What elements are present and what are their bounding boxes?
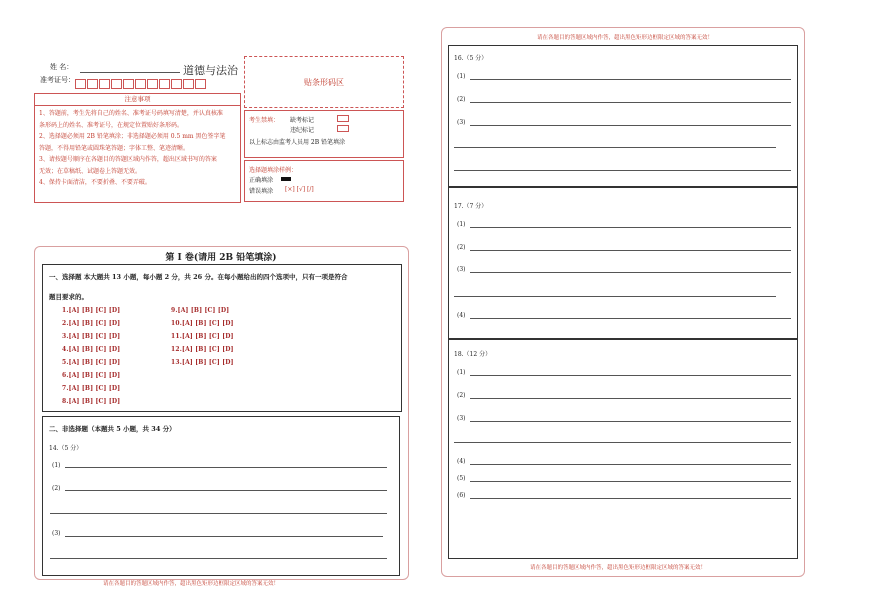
notice-item: 无效；在草稿纸、试题卷上答题无效。 <box>39 167 142 175</box>
absent-checkbox[interactable] <box>337 115 349 122</box>
q17-part3-line[interactable] <box>470 272 791 273</box>
q16-part3-line[interactable] <box>470 125 791 126</box>
barcode-label: 贴条形码区 <box>304 77 344 87</box>
exam-id-digit-box[interactable] <box>195 79 206 89</box>
exam-id-digit-box[interactable] <box>111 79 122 89</box>
subject-title: 道德与法治 <box>183 64 238 77</box>
q18-part2-line[interactable] <box>470 398 791 399</box>
wrong-fill-label: 错误填涂 <box>249 188 274 195</box>
exam-id-digit-box[interactable] <box>99 79 110 89</box>
q16-part1-label: (1) <box>457 73 466 80</box>
q16-part1-line[interactable] <box>470 79 791 80</box>
notice-item: 4、保持卡面清洁，不要折叠、不要弄破。 <box>39 179 151 186</box>
notice-item: 2、选择题必须用 2B 铅笔填涂；非选择题必须用 0.5 mm 黑色签字笔 <box>39 133 226 140</box>
exam-id-digit-box[interactable] <box>147 79 158 89</box>
correct-fill-mark <box>281 177 291 181</box>
q14-part2-label: (2) <box>52 485 61 492</box>
mc-question-4[interactable]: 4.[A] [B] [C] [D] <box>62 346 121 353</box>
name-label: 姓 名： <box>50 63 74 71</box>
nonmc-title: 二、非选择题（本题共 5 小题，共 34 分） <box>49 425 176 433</box>
left-footer-warning: 请在各题目的答题区域内作答，超出黑色矩形边框限定区域的答案无效！ <box>103 581 280 587</box>
q18-extra-line[interactable] <box>454 442 791 443</box>
q18-part5-label: (5) <box>457 475 466 482</box>
q17-part4-line[interactable] <box>470 318 791 319</box>
exam-id-digit-box[interactable] <box>159 79 170 89</box>
mc-question-1[interactable]: 1.[A] [B] [C] [D] <box>62 307 121 314</box>
notice-item: 条形码上的姓名、准考证号，在规定位置贴好条形码。 <box>39 121 184 129</box>
q18-part1-label: (1) <box>457 369 466 376</box>
q18-part1-line[interactable] <box>470 375 791 376</box>
q16-part2-label: (2) <box>457 96 466 103</box>
q14-part2-line[interactable] <box>65 490 387 491</box>
q17-title: 17.（7 分） <box>454 203 488 210</box>
mc-question-10[interactable]: 10.[A] [B] [C] [D] <box>171 320 234 327</box>
violation-checkbox[interactable] <box>337 125 349 132</box>
q17-part2-label: (2) <box>457 244 466 251</box>
q18-part6-line[interactable] <box>470 498 791 499</box>
notice-box <box>34 93 241 203</box>
q14-part3-line[interactable] <box>65 536 383 537</box>
q17-box <box>448 186 798 340</box>
sample-fill-box <box>244 160 404 202</box>
correct-fill-label: 正确填涂 <box>249 177 274 184</box>
mc-question-7[interactable]: 7.[A] [B] [C] [D] <box>62 385 121 392</box>
q18-part2-label: (2) <box>457 392 466 399</box>
wrong-fill-marks: [×] [√] [/] <box>285 186 314 193</box>
status-label: 考生禁填： <box>249 117 280 124</box>
mc-question-2[interactable]: 2.[A] [B] [C] [D] <box>62 320 121 327</box>
q14-part3-line-extra[interactable] <box>50 558 387 559</box>
q16-extra-line-1[interactable] <box>454 147 776 148</box>
notice-item: 答题，不得用铅笔或圆珠笔答题；字体工整、笔迹清晰。 <box>39 144 190 152</box>
q14-part1-line[interactable] <box>65 467 387 468</box>
q18-part6-label: (6) <box>457 492 466 499</box>
mc-question-9[interactable]: 9.[A] [B] [C] [D] <box>171 307 230 314</box>
q18-part3-label: (3) <box>457 415 466 422</box>
sample-title: 选择题填涂样例： <box>249 167 298 174</box>
exam-id-digit-box[interactable] <box>123 79 134 89</box>
right-bottom-warning: 请在各题目的答题区域内作答，超出黑色矩形边框限定区域的答案无效！ <box>530 565 707 571</box>
q16-extra-line-2[interactable] <box>454 170 791 171</box>
status-note: 以上标志由监考人员用 2B 铅笔填涂 <box>249 139 346 146</box>
mc-question-5[interactable]: 5.[A] [B] [C] [D] <box>62 359 121 366</box>
notice-item: 3、请按题号顺序在各题目的答题区域内作答，超出区域书写的答案 <box>39 156 217 163</box>
violation-label: 违纪标记 <box>290 127 315 134</box>
mc-question-6[interactable]: 6.[A] [B] [C] [D] <box>62 372 121 379</box>
exam-id-digit-box[interactable] <box>171 79 182 89</box>
mc-question-11[interactable]: 11.[A] [B] [C] [D] <box>171 333 234 340</box>
q17-part1-line[interactable] <box>470 227 791 228</box>
mc-question-3[interactable]: 3.[A] [B] [C] [D] <box>62 333 121 340</box>
notice-item: 1、答题前，考生先将自己的姓名、准考证号码填写清楚，并认真核准 <box>39 110 223 117</box>
q18-part5-line[interactable] <box>470 481 791 482</box>
q14-part2-line-extra[interactable] <box>50 513 387 514</box>
right-top-warning: 请在各题目的答题区域内作答，超出黑色矩形边框限定区域的答案无效！ <box>537 35 714 41</box>
q14-part1-label: (1) <box>52 462 61 469</box>
mc-question-8[interactable]: 8.[A] [B] [C] [D] <box>62 398 121 405</box>
exam-id-digit-box[interactable] <box>87 79 98 89</box>
q17-part2-line[interactable] <box>470 250 791 251</box>
q17-part1-label: (1) <box>457 221 466 228</box>
q18-title: 18.（12 分） <box>454 351 492 358</box>
mc-question-13[interactable]: 13.[A] [B] [C] [D] <box>171 359 234 366</box>
q14-part3-label: (3) <box>52 530 61 537</box>
exam-id-digit-box[interactable] <box>75 79 86 89</box>
nonmc-section <box>42 416 400 576</box>
q16-box <box>448 45 798 188</box>
status-box <box>244 110 404 158</box>
q18-part4-line[interactable] <box>470 464 791 465</box>
exam-id-digit-box[interactable] <box>183 79 194 89</box>
part1-title: 第 I 卷(请用 2B 铅笔填涂) <box>165 253 277 263</box>
notice-title: 注意事项 <box>35 94 240 106</box>
mc-question-12[interactable]: 12.[A] [B] [C] [D] <box>171 346 234 353</box>
q16-part2-line[interactable] <box>470 102 791 103</box>
q16-part3-label: (3) <box>457 119 466 126</box>
mc-intro-line1: 一、选择题 本大题共 13 小题，每小题 2 分，共 26 分。在每小题给出的四个选项中，只有一项是符合 <box>49 273 348 281</box>
q17-extra-line[interactable] <box>454 296 776 297</box>
q14-title: 14.（5 分） <box>49 445 83 452</box>
mc-intro-line2: 题目要求的。 <box>49 293 88 301</box>
exam-id-boxes[interactable] <box>75 74 207 93</box>
exam-id-label: 准考证号： <box>40 76 75 84</box>
q18-part4-label: (4) <box>457 458 466 465</box>
q18-box <box>448 338 798 559</box>
exam-id-digit-box[interactable] <box>135 79 146 89</box>
q16-title: 16.（5 分） <box>454 55 488 62</box>
q18-part3-line[interactable] <box>470 421 791 422</box>
q17-part4-label: (4) <box>457 312 466 319</box>
q17-part3-label: (3) <box>457 266 466 273</box>
name-underline[interactable] <box>80 72 180 73</box>
barcode-area <box>244 56 404 108</box>
absent-label: 缺考标记 <box>290 117 315 124</box>
